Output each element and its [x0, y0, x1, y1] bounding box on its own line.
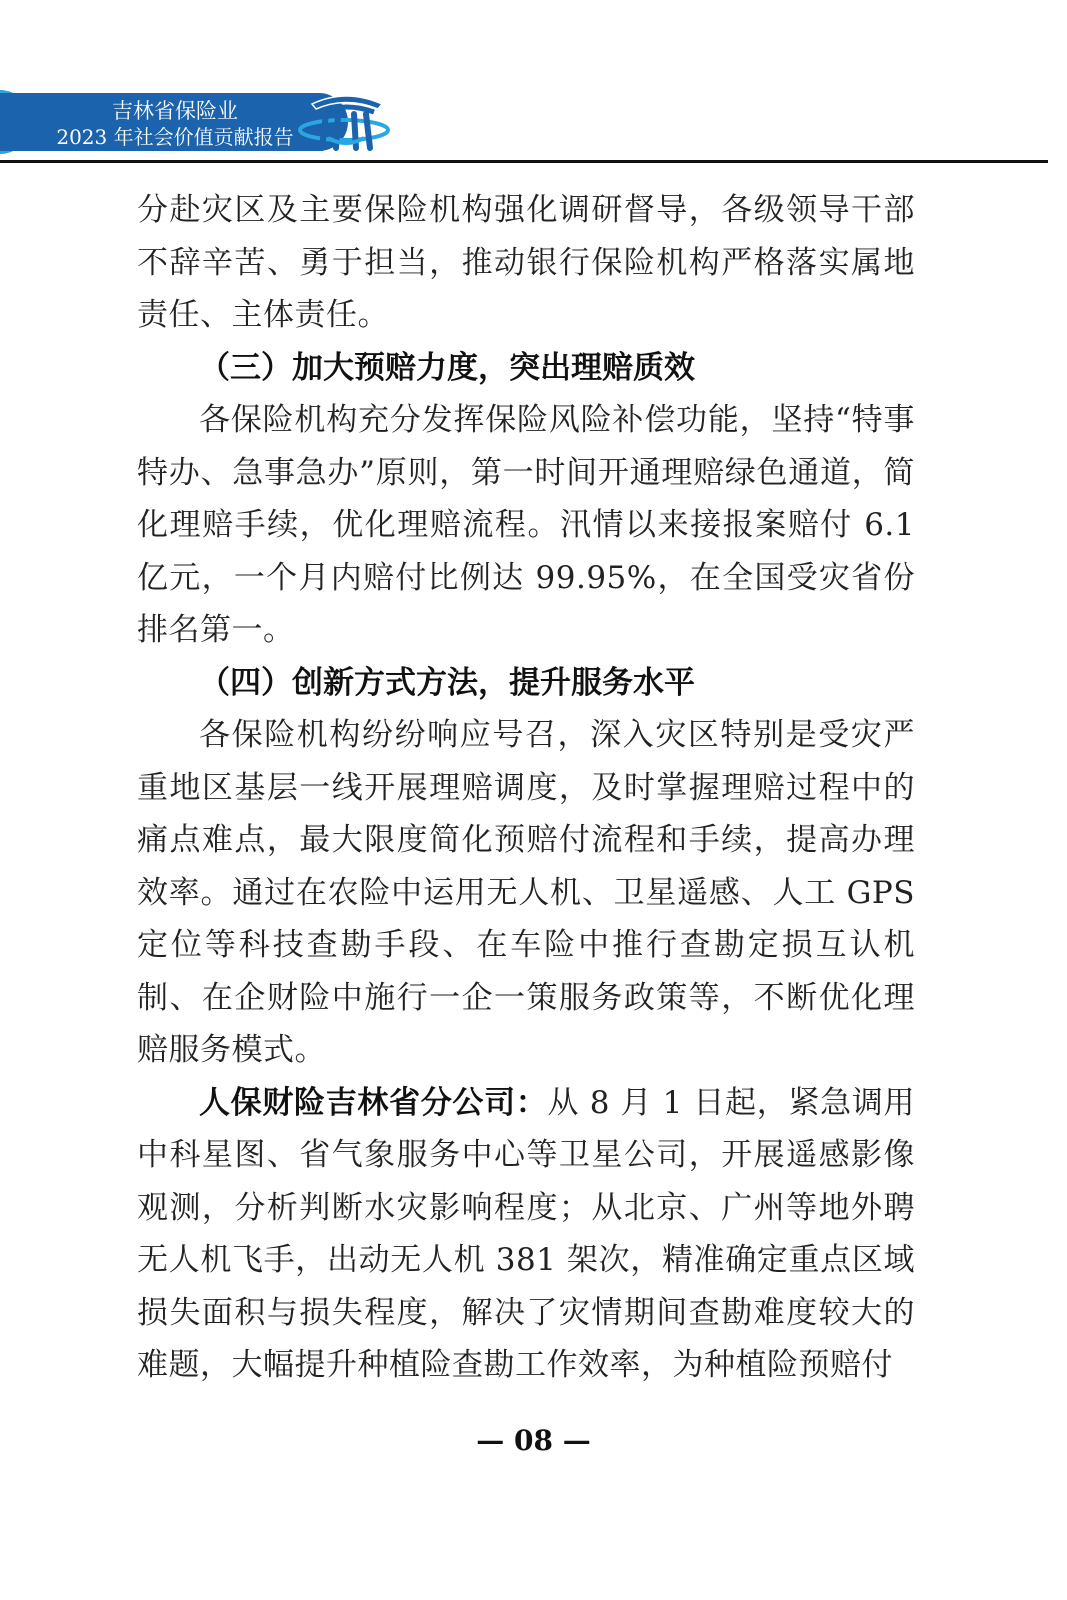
- header-rule: [0, 160, 1048, 163]
- paragraph-body: 从 8 月 1 日起，紧急调用中科星图、省气象服务中心等卫星公司，开展遥感影像观测，分析判断水灾影响程度；从北京、广州等地外聘无人机飞手，出动无人机 381 架次，精准确定重点区域损失面积与损失程度，解决了灾情期间查勘难度较大的难题，大幅提升种植险查勘工作效率，为种植险预赔付: [137, 1084, 915, 1383]
- header-title-line1: 吉林省保险业: [112, 99, 238, 123]
- section-heading-3: （三）加大预赔力度，突出理赔质效: [199, 349, 695, 386]
- paragraph-claims: 各保险机构充分发挥保险风险补偿功能，坚持“特事特办、急事急办”原则，第一时间开通理赔绿色通道，简化理赔手续，优化理赔流程。汛情以来接报案赔付 6.1 亿元，一个月内赔付比例达 99.95%，在全国受灾省份排名第一。: [137, 402, 915, 648]
- paragraph-innovation: 各保险机构纷纷响应号召，深入灾区特别是受灾严重地区基层一线开展理赔调度，及时掌握理赔过程中的痛点难点，最大限度简化预赔付流程和手续，提高办理效率。通过在农险中运用无人机、卫星遥感、人工 GPS 定位等科技查勘手段、在车险中推行查勘定损互认机制、在企财险中施行一企一策服务政策等，不断优化理赔服务模式。: [137, 717, 915, 1068]
- page-content: [137, 184, 915, 1392]
- paragraph-picc-jilin: [137, 1077, 915, 1392]
- header-title-line2: 2023 年社会价值贡献报告: [56, 125, 294, 149]
- section-heading-4: （四）创新方式方法，提升服务水平: [199, 664, 695, 701]
- paragraph-lead: 人保财险吉林省分公司：: [199, 1084, 548, 1121]
- pavilion-logo-icon: [298, 82, 394, 156]
- paragraph-continued: 分赴灾区及主要保险机构强化调研督导，各级领导干部不辞辛苦、勇于担当，推动银行保险机构严格落实属地责任、主体责任。: [137, 192, 915, 333]
- page-number: — 08 —: [476, 1424, 591, 1457]
- report-header-title: [40, 98, 310, 150]
